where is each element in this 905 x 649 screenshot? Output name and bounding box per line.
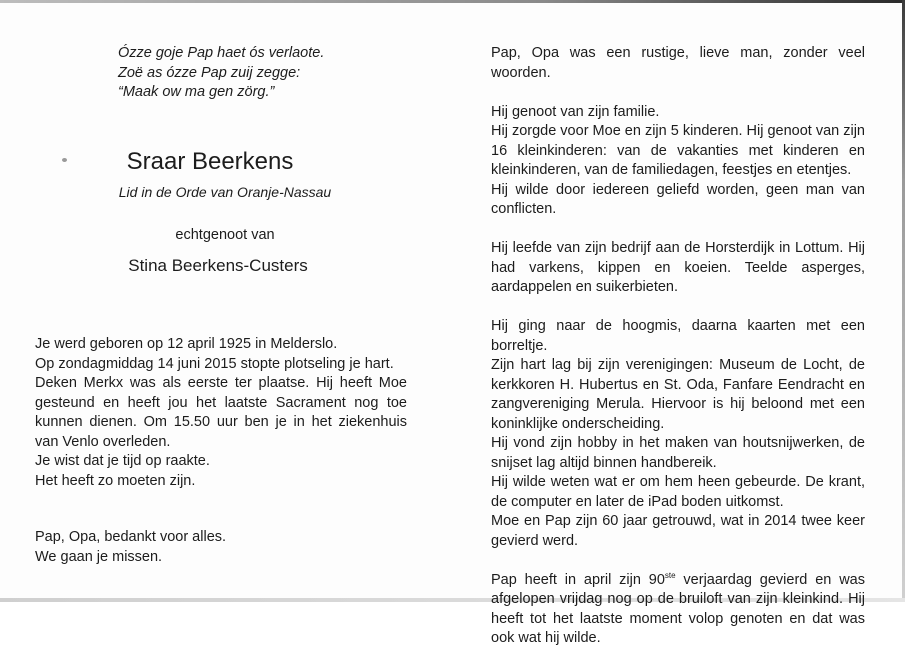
motto-line: Ózze goje Pap haet ós verlaote. [118, 45, 325, 61]
story-paragraph: Hij genoot van zijn familie. [491, 103, 660, 120]
bio-paragraph: Je wist dat je tijd op raakte. [35, 453, 210, 469]
story-paragraph: Hij vond zijn hobby in het maken van houtsnijwerken, de snijset lag altijd binnen handbereik. [491, 435, 865, 471]
story-paragraph: Hij leefde van zijn bedrijf aan de Horsterdijk in Lottum. Hij had varkens, kippen en koeien. Teelde asperges, aardappelen en suikerbieten. [491, 240, 865, 295]
thanks-message [35, 528, 407, 567]
intro-block [491, 44, 865, 83]
bio-paragraph: Op zondagmiddag 14 juni 2015 stopte plotseling je hart. [35, 355, 394, 372]
card-edge-top [0, 0, 905, 3]
bio-paragraph: Deken Merkx was als eerste ter plaatse. Hij heeft Moe gesteund en heeft jou het laatste Sacrament nog toe kunnen dienen. Om 15.50 uur ben je in het ziekenhuis van Venlo overleden. [35, 375, 407, 450]
bio-paragraph: Het heeft zo moeten zijn. [35, 472, 196, 489]
motto-line: “Maak ow ma gen zörg.” [118, 84, 275, 100]
bio-paragraph: Je werd geboren op 12 april 1925 in Melderslo. [35, 336, 338, 352]
story-paragraph: Pap, Opa was een rustige, lieve man, zonder veel woorden. [491, 45, 865, 81]
deceased-name: Sraar Beerkens [126, 148, 294, 175]
hobbies-block [491, 317, 865, 551]
closing-paragraph [491, 571, 865, 649]
closing-text-start: Pap heeft in april zijn 90 [491, 571, 665, 588]
closing-block [491, 571, 865, 649]
dialect-motto [118, 44, 418, 103]
family-block [491, 103, 865, 220]
motto-line: Zoë as ózze Pap zuij zegge: [118, 64, 301, 81]
honour-title: Lid in de Orde van Oranje-Nassau [118, 184, 332, 200]
thanks-line: We gaan je missen. [35, 548, 163, 565]
closing-text-end: verjaardag gevierd en was afgelopen vrijdag nog op de bruiloft van zijn kleinkind. Hij heeft tot het laatste moment volop genoten en dat was ook wat hij wilde. [491, 571, 865, 646]
spouse-name: Stina Beerkens-Custers [128, 256, 308, 275]
story-paragraph: Hij ging naar de hoogmis, daarna kaarten met een borreltje. [491, 318, 865, 354]
story-paragraph: Hij wilde weten wat er om hem heen gebeurde. De krant, de computer en later de iPad boden uitkomst. [491, 474, 865, 510]
story-paragraph: Zijn hart lag bij zijn verenigingen: Museum de Locht, de kerkkoren H. Hubertus en St. Oda, Fanfare Eendracht en zangvereniging Merula. Hiervoor is hij beloond met een koninklijke onderscheiding. [491, 357, 865, 432]
thanks-line: Pap, Opa, bedankt voor alles. [35, 529, 227, 545]
biography [35, 335, 407, 491]
business-block [491, 239, 865, 298]
story-paragraph: Moe en Pap zijn 60 jaar getrouwd, wat in 2014 twee keer gevierd werd. [491, 513, 865, 549]
life-story [491, 44, 865, 649]
story-paragraph: Hij zorgde voor Moe en zijn 5 kinderen. Hij genoot van zijn 16 kleinkinderen: van de vakanties met kinderen en kleinkinderen, van de familiedagen, feestjes en etentjes. [491, 123, 865, 178]
story-paragraph: Hij wilde door iedereen geliefd worden, geen man van conflicten. [491, 181, 865, 217]
spouse-label: echtgenoot van [175, 227, 275, 243]
ordinal-suffix: ste [664, 570, 676, 580]
